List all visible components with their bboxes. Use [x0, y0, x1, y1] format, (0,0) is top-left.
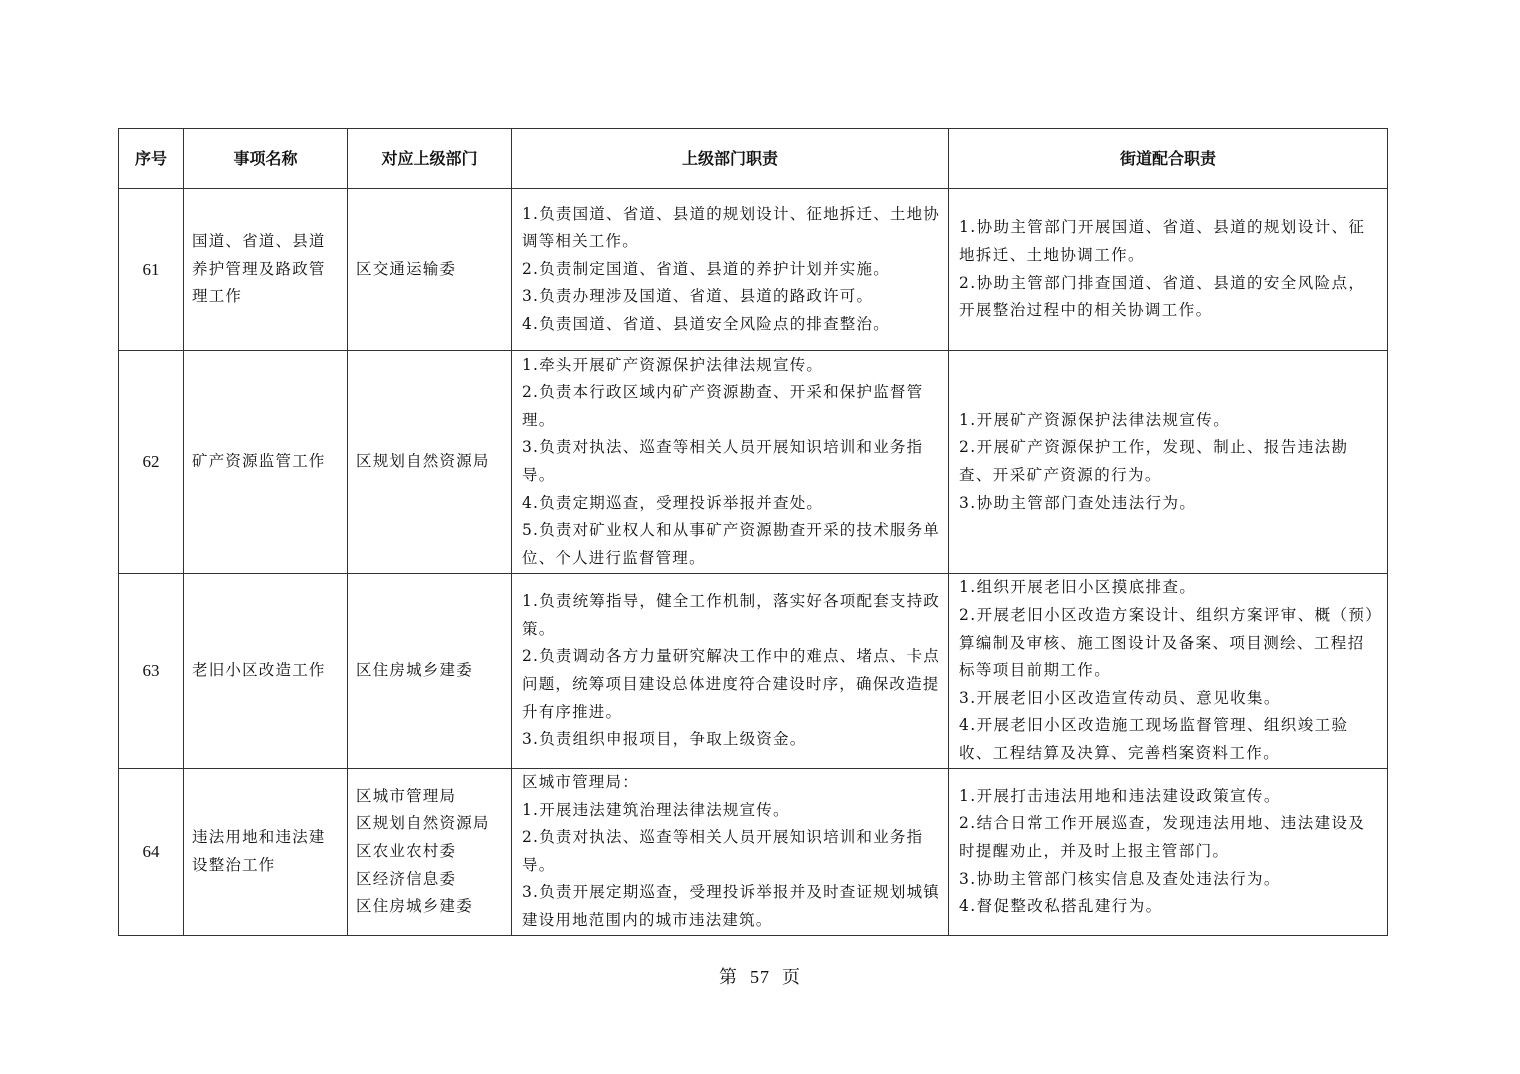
assist-line: 1.协助主管部门开展国道、省道、县道的规划设计、征地拆迁、土地协调工作。: [959, 218, 1366, 264]
dept-line: 区经济信息委: [356, 869, 457, 888]
superior-dept: [348, 351, 512, 574]
header-item-name: 事项名称: [184, 129, 348, 189]
dept-line: 区农业农村委: [356, 841, 457, 860]
assist-line: 1.组织开展老旧小区摸底排查。: [959, 578, 1197, 597]
assist-line: 2.结合日常工作开展巡查，发现违法用地、违法建设及时提醒劝止，并及时上报主管部门。: [959, 814, 1366, 860]
assist-line: 4.督促整改私搭乱建行为。: [959, 897, 1163, 916]
row-number: 62: [119, 351, 184, 574]
page-number: [0, 963, 1520, 989]
header-superior-dept: 对应上级部门: [348, 129, 512, 189]
duty-line: 4.负责国道、省道、县道安全风险点的排查整治。: [522, 314, 890, 333]
header-street-duty: 街道配合职责: [949, 129, 1388, 189]
duty-line: 3.负责办理涉及国道、省道、县道的路政许可。: [522, 287, 874, 306]
table-row: [119, 769, 1388, 936]
assist-line: 3.协助主管部门核实信息及查处违法行为。: [959, 869, 1281, 888]
row-number: 61: [119, 189, 184, 351]
street-duty: [949, 189, 1388, 351]
superior-duty: [512, 574, 949, 769]
duty-line: 2.负责制定国道、省道、县道的养护计划并实施。: [522, 259, 890, 278]
duty-line: 1.负责国道、省道、县道的规划设计、征地拆迁、土地协调等相关工作。: [522, 204, 940, 251]
table-header-row: [119, 129, 1388, 189]
assist-line: 4.开展老旧小区改造施工现场监督管理、组织竣工验收、工程结算及决算、完善档案资料工作。: [959, 716, 1349, 762]
street-duty: [949, 574, 1388, 769]
duty-line: 2.负责调动各方力量研究解决工作中的难点、堵点、卡点问题，统筹项目建设总体进度符合建设时序，确保改造提升有序推进。: [522, 647, 940, 721]
street-duty: [949, 351, 1388, 574]
item-name: 老旧小区改造工作: [184, 574, 348, 769]
duty-line: 4.负责定期巡查，受理投诉举报并查处。: [522, 493, 824, 512]
assist-line: 1.开展矿产资源保护法律法规宣传。: [959, 410, 1231, 429]
duty-line: 2.负责本行政区域内矿产资源勘查、开采和保护监督管理。: [522, 383, 924, 429]
row-number: 64: [119, 769, 184, 936]
superior-dept: [348, 189, 512, 351]
table-row: [119, 189, 1388, 351]
page-prefix: 第: [719, 967, 738, 987]
duty-line: 3.负责组织申报项目，争取上级资金。: [522, 730, 807, 749]
assist-line: 3.协助主管部门查处违法行为。: [959, 493, 1197, 512]
header-no: 序号: [119, 129, 184, 189]
assist-line: 3.开展老旧小区改造宣传动员、意见收集。: [959, 688, 1281, 707]
superior-duty: [512, 351, 949, 574]
superior-duty: [512, 189, 949, 351]
duty-line: 2.负责对执法、巡查等相关人员开展知识培训和业务指导。: [522, 828, 924, 874]
page-suffix: 页: [782, 967, 801, 987]
assist-line: 2.开展老旧小区改造方案设计、组织方案评审、概（预）算编制及审核、施工图设计及备案、项目测绘、工程招标等项目前期工作。: [959, 606, 1375, 680]
item-name: 矿产资源监管工作: [184, 351, 348, 574]
page-value: 57: [750, 967, 770, 987]
assist-line: 2.开展矿产资源保护工作，发现、制止、报告违法勘查、开采矿产资源的行为。: [959, 438, 1349, 484]
superior-dept: [348, 574, 512, 769]
dept-line: 区交通运输委: [356, 259, 457, 278]
item-name: 违法用地和违法建设整治工作: [184, 769, 348, 936]
superior-duty: [512, 769, 949, 936]
dept-line: 区规划自然资源局: [356, 814, 490, 833]
responsibility-table: [118, 128, 1388, 936]
header-superior-duty: 上级部门职责: [512, 129, 949, 189]
dept-line: 区住房城乡建委: [356, 897, 473, 916]
duty-line: 3.负责开展定期巡查，受理投诉举报并及时查证规划城镇建设用地范围内的城市违法建筑。: [522, 883, 940, 929]
assist-line: 1.开展打击违法用地和违法建设政策宣传。: [959, 786, 1281, 805]
item-name: 国道、省道、县道养护管理及路政管理工作: [184, 189, 348, 351]
dept-line: 区城市管理局: [356, 786, 457, 805]
duty-line: 3.负责对执法、巡查等相关人员开展知识培训和业务指导。: [522, 438, 924, 484]
dept-line: 区规划自然资源局: [356, 452, 490, 471]
duty-line: 区城市管理局：: [522, 773, 639, 791]
duty-line: 1.负责统筹指导，健全工作机制，落实好各项配套支持政策。: [522, 592, 940, 638]
table-row: [119, 351, 1388, 574]
row-number: 63: [119, 574, 184, 769]
dept-line: 区住房城乡建委: [356, 661, 473, 680]
duty-line: 1.开展违法建筑治理法律法规宣传。: [522, 800, 790, 819]
street-duty: [949, 769, 1388, 936]
table-row: [119, 574, 1388, 769]
assist-line: 2.协助主管部门排查国道、省道、县道的安全风险点，开展整治过程中的相关协调工作。: [959, 273, 1366, 320]
duty-line: 5.负责对矿业权人和从事矿产资源勘查开采的技术服务单位、个人进行监督管理。: [522, 521, 940, 567]
duty-line: 1.牵头开展矿产资源保护法律法规宣传。: [522, 355, 824, 374]
superior-dept: [348, 769, 512, 936]
